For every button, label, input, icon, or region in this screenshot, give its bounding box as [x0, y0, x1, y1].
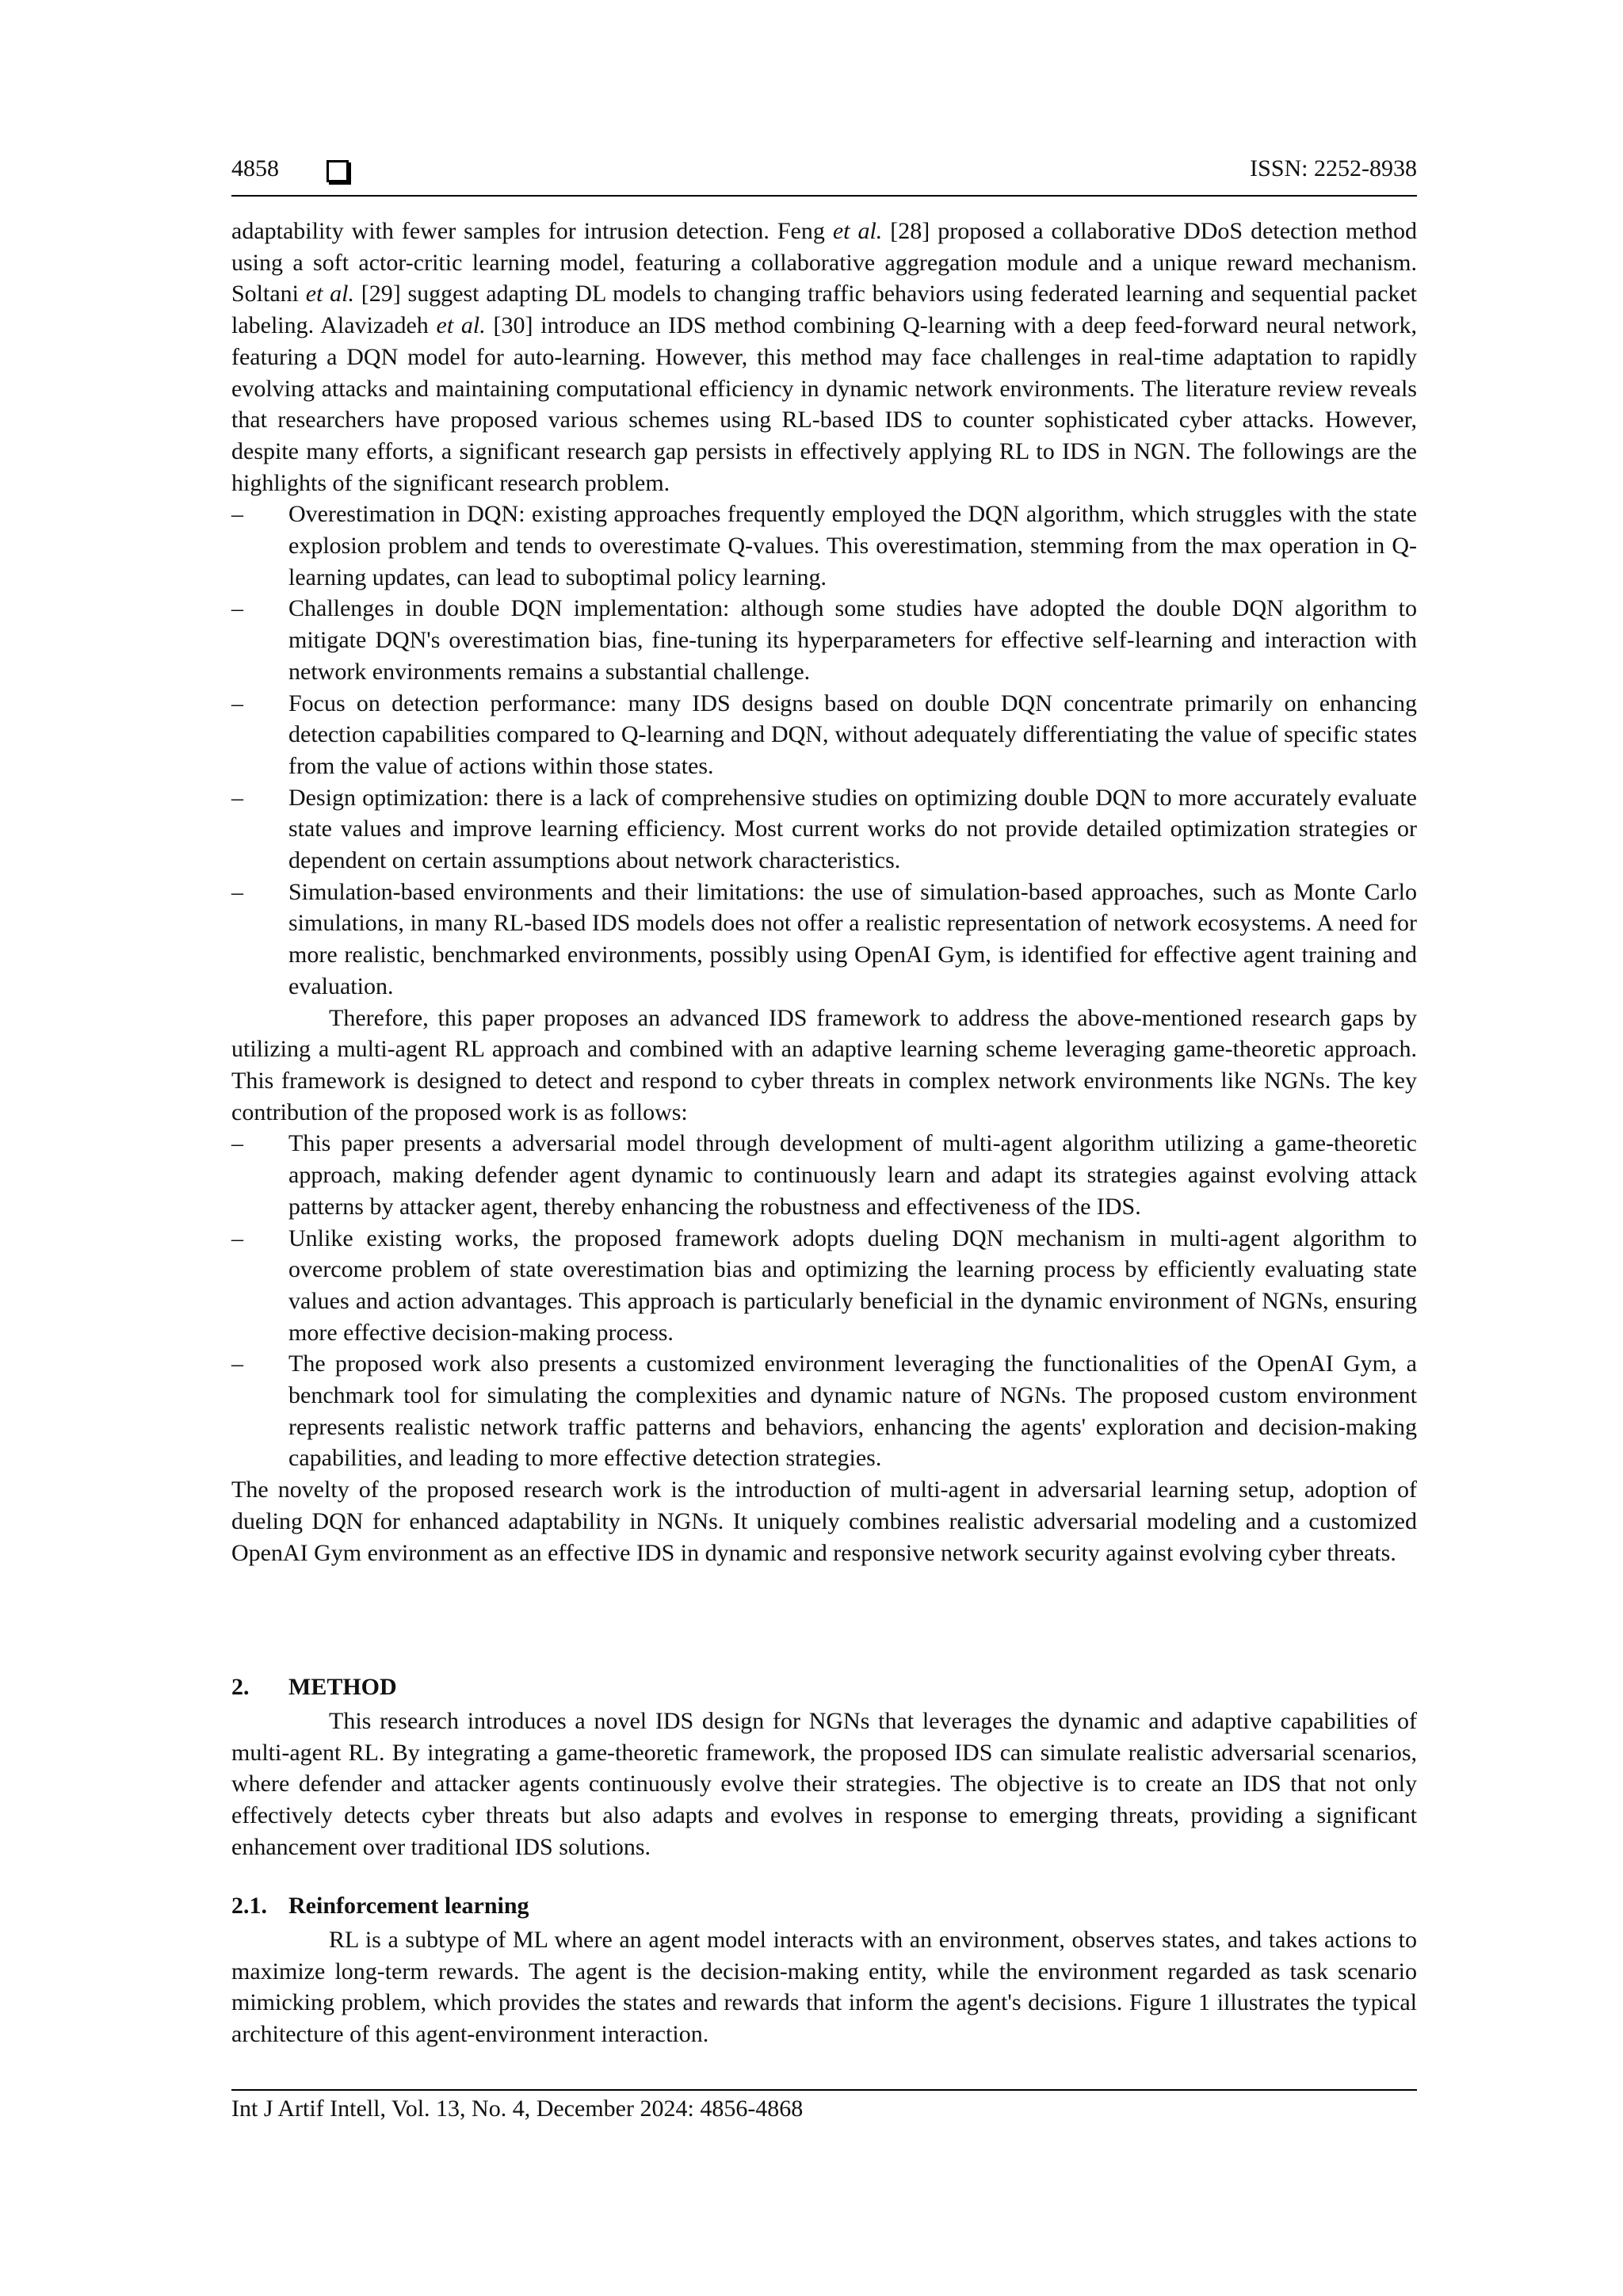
- dash-marker: –: [231, 1130, 243, 1157]
- list-item-text: This paper presents a adversarial model through development of multi-agent algorithm utilizing a game-theoretic approach, making defender agent dynamic to continuously learn and adapt its strategies against evolving attack patterns by attacker agent, thereby enhancing the robustness and effectiveness of the IDS.: [288, 1130, 1417, 1220]
- list-item-text: Focus on detection performance: many IDS designs based on double DQN concentrate primarily on enhancing detection capabilities compared to Q-learning and DQN, without adequately differentiating the value of specific states from the value of actions within those states.: [288, 690, 1417, 779]
- section-title: METHOD: [288, 1674, 397, 1700]
- dash-marker: –: [231, 690, 243, 716]
- dash-marker: –: [231, 878, 243, 905]
- checkbox-glyph-icon: [327, 160, 349, 182]
- list-item: [231, 593, 1417, 687]
- list-item: [231, 1348, 1417, 1474]
- dash-marker: –: [231, 784, 243, 811]
- list-item: [231, 1128, 1417, 1222]
- section-number: 2.: [231, 1674, 250, 1700]
- page-footer: [231, 2089, 1417, 2122]
- subsection-title: Reinforcement learning: [288, 1893, 529, 1919]
- list-item-text: Design optimization: there is a lack of comprehensive studies on optimizing double DQN to more accurately evaluate state values and improve learning efficiency. Most current works do not provide detailed optimization strategies or dependent on certain assumptions about network characteristics.: [288, 784, 1417, 874]
- section-heading-method: [231, 1674, 397, 1701]
- dash-marker: –: [231, 501, 243, 528]
- page-header: [231, 155, 1417, 197]
- research-gaps-list: [231, 499, 1417, 1002]
- journal-citation: Int J Artif Intell, Vol. 13, No. 4, December 2024: 4856-4868: [231, 2095, 804, 2122]
- list-item-text: The proposed work also presents a customized environment leveraging the functionalities of the OpenAI Gym, a benchmark tool for simulating the complexities and dynamic nature of NGNs. The proposed custom environment represents realistic network traffic patterns and behaviors, enhancing the agents' exploration and decision-making capabilities, and leading to more effective detection strategies.: [288, 1350, 1417, 1472]
- novelty-paragraph: The novelty of the proposed research work is the introduction of multi-agent in adversarial learning setup, adoption of dueling DQN for enhanced adaptability in NGNs. It uniquely combines realistic adversarial modeling and a customized OpenAI Gym environment as an effective IDS in dynamic and responsive network security against evolving cyber threats.: [231, 1477, 1417, 1566]
- list-item-text: Simulation-based environments and their limitations: the use of simulation-based approaches, such as Monte Carlo simulations, in many RL-based IDS models does not offer a realistic representation of network ecosystems. A need for more realistic, benchmarked environments, possibly using OpenAI Gym, is identified for effective agent training and evaluation.: [288, 878, 1417, 999]
- rl-body: [231, 1924, 1417, 2050]
- list-item: [231, 782, 1417, 877]
- list-item: [231, 688, 1417, 782]
- issn-label: ISSN: 2252-8938: [1250, 155, 1417, 181]
- method-paragraph: This research introduces a novel IDS design for NGNs that leverages the dynamic and adaptive capabilities of multi-agent RL. By integrating a game-theoretic framework, the proposed IDS can simulate realistic adversarial scenarios, where defender and attacker agents continuously evolve their strategies. The objective is to create an IDS that not only effectively detects cyber threats but also adapts and evolves in response to emerging threats, providing a significant enhancement over traditional IDS solutions.: [231, 1708, 1417, 1860]
- subsection-number: 2.1.: [231, 1893, 267, 1919]
- rl-paragraph: RL is a subtype of ML where an agent model interacts with an environment, observes states, and takes actions to maximize long-term rewards. The agent is the decision-making entity, while the environment regarded as task scenario mimicking problem, which provides the states and rewards that inform the agent's decisions. Figure 1 illustrates the typical architecture of this agent-environment interaction.: [231, 1927, 1417, 2048]
- intro-paragraph: adaptability with fewer samples for intrusion detection. Feng et al. [28] proposed a collaborative DDoS detection method using a soft actor-critic learning model, featuring a collaborative aggregation module and a unique reward mechanism. Soltani et al. [29] suggest adapting DL models to changing traffic behaviors using federated learning and sequential packet labeling. Alavizadeh et al. [30] introduce an IDS method combining Q-learning with a deep feed-forward neural network, featuring a DQN model for auto-learning. However, this method may face challenges in real-time adaptation to rapidly evolving attacks and maintaining computational efficiency in dynamic network environments. The literature review reveals that researchers have proposed various schemes using RL-based IDS to counter sophisticated cyber attacks. However, despite many efforts, a significant research gap persists in effectively applying RL to IDS in NGN. The followings are the highlights of the significant research problem.: [231, 218, 1417, 496]
- subsection-heading-rl: [231, 1893, 529, 1920]
- list-item: [231, 499, 1417, 593]
- list-item: [231, 877, 1417, 1003]
- dash-marker: –: [231, 1350, 243, 1377]
- contributions-list: [231, 1128, 1417, 1474]
- list-item-text: Overestimation in DQN: existing approaches frequently employed the DQN algorithm, which struggles with the state explosion problem and tends to overestimate Q-values. This overestimation, stemming from the max operation in Q-learning updates, can lead to suboptimal policy learning.: [288, 501, 1417, 590]
- dash-marker: –: [231, 595, 243, 622]
- method-body: [231, 1706, 1417, 1863]
- list-item-text: Challenges in double DQN implementation: although some studies have adopted the double DQN algorithm to mitigate DQN's overestimation bias, fine-tuning its hyperparameters for effective self-learning and interaction with network environments remains a substantial challenge.: [288, 595, 1417, 685]
- list-item: [231, 1223, 1417, 1349]
- framework-paragraph: Therefore, this paper proposes an advanced IDS framework to address the above-mentioned research gaps by utilizing a multi-agent RL approach and combined with an adaptive learning scheme leveraging game-theoretic approach. This framework is designed to detect and respond to cyber threats in complex network environments like NGNs. The key contribution of the proposed work is as follows:: [231, 1004, 1417, 1125]
- page-number: 4858: [231, 155, 279, 181]
- list-item-text: Unlike existing works, the proposed framework adopts dueling DQN mechanism in multi-agent algorithm to overcome problem of state overestimation bias and optimizing the learning process by efficiently evaluating state values and action advantages. This approach is particularly beneficial in the dynamic environment of NGNs, ensuring more effective decision-making process.: [288, 1224, 1417, 1346]
- intro-continuation: [231, 216, 1417, 1568]
- dash-marker: –: [231, 1224, 243, 1251]
